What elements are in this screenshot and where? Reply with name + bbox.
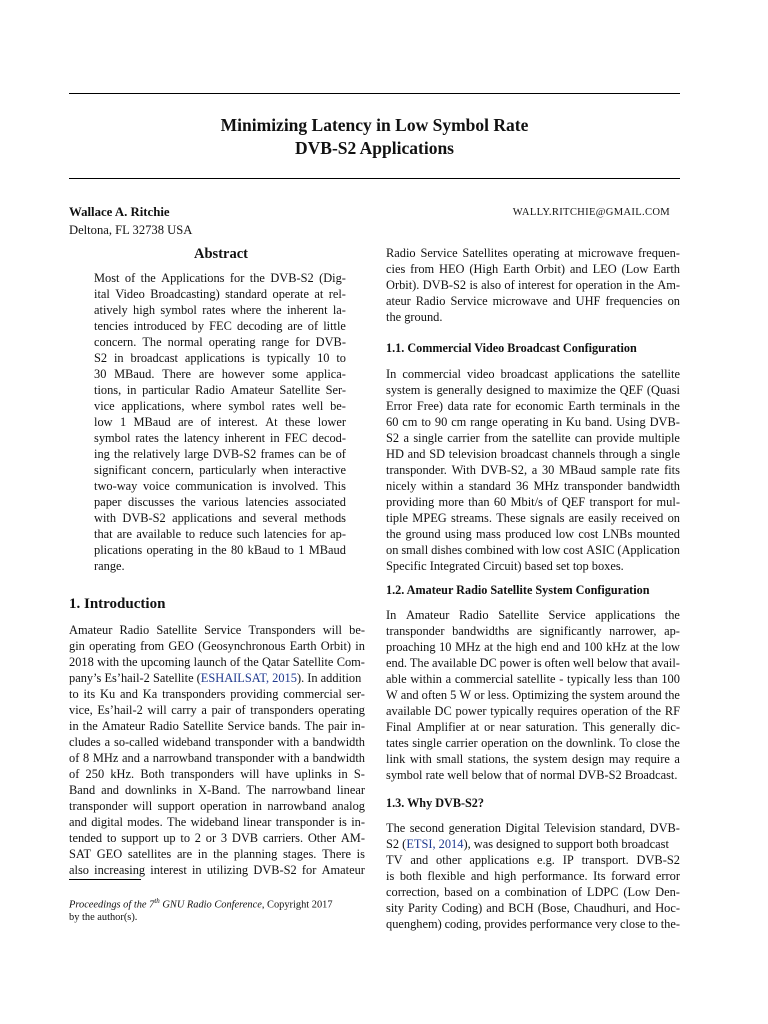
author-email: WALLY.RITCHIE@GMAIL.COM	[512, 207, 670, 218]
citation-link-eshailsat[interactable]: ESHAILSAT, 2015	[200, 671, 297, 685]
paper-title	[69, 114, 680, 159]
introduction-body	[69, 622, 365, 878]
intro-line: of 8 MHz and a narrowband transponder with a bandwidth	[69, 751, 365, 765]
abstract-body	[94, 270, 346, 574]
intro-line: in the Amateur Radio Satellite Service bands. The pair in-	[69, 719, 365, 733]
footnote-rule	[69, 879, 141, 880]
section-line: end. The available DC power is often well below that avail-	[386, 656, 680, 670]
intro-line: vice, Es’hail-2 will carry a pair of transponders operating	[69, 703, 365, 717]
author-name: Wallace A. Ritchie	[69, 205, 170, 219]
intro-line: cludes a so-called wideband transponder with a bandwidth	[69, 735, 365, 749]
author-affiliation: Deltona, FL 32738 USA	[69, 223, 193, 237]
section-line: able within a commercial satellite - typically less than 100	[386, 672, 680, 686]
section-line: TV and other applications e.g. IP transport. DVB-S2	[386, 853, 680, 867]
intro-line: tended to support up to 2 or 3 DVB carriers. Other AM-	[69, 831, 365, 845]
abstract-line: paper discusses the various latencies associated	[94, 495, 346, 509]
intro-line: SAT GEO satellites are in the planning stages. There is	[69, 847, 365, 861]
section-line: W and often 5 W or less. Optimizing the system around the	[386, 688, 680, 702]
section-line: link with small stations, the system design may require a	[386, 752, 680, 766]
section-line: The second generation Digital Television standard, DVB-	[386, 821, 680, 835]
abstract-line: ing the relatively large DVB-S2 frames can be of	[94, 447, 346, 461]
section-line: is both flexible and high performance. Its forward error	[386, 869, 680, 883]
section-line: symbol rate well below that of normal DVB-S2 Broadcast.	[386, 768, 678, 782]
intro-cont-line: Radio Service Satellites operating at microwave frequen-	[386, 246, 680, 260]
abstract-line: concern. The normal operating range for DVB-	[94, 335, 346, 349]
section-line: providing more than 60 Mbit/s of QEF transport for mul-	[386, 495, 680, 509]
intro-line: and digital modes. The wideband linear transponder is in-	[69, 815, 365, 829]
abstract-heading: Abstract	[194, 246, 248, 262]
abstract-line: with DVB-S2 applications and several methods	[94, 511, 346, 525]
footnote-line-1: Proceedings of the 7th GNU Radio Conference, Copyright 2017	[69, 897, 333, 911]
footnote	[69, 895, 369, 924]
section-line: quenghem) coding, provides performance very close to the-	[386, 917, 680, 931]
intro-cont-line: Orbit). DVB-S2 is also of interest for operation in the Am-	[386, 278, 680, 292]
section-line: HD and SD television broadcast channels through a single	[386, 447, 680, 461]
abstract-line: tencies introduced by FEC decoding are of little	[94, 319, 346, 333]
intro-line: transponder will support operation in narrowband analog	[69, 799, 365, 813]
intro-line: Band and downlinks in X-Band. The narrowband linear	[69, 783, 365, 797]
section-1-1-heading: 1.1. Commercial Video Broadcast Configuration	[386, 341, 637, 355]
intro-line: to its Ku and Ka transponders providing commercial ser-	[69, 687, 365, 701]
intro-line: of 250 kHz. Both transponders will have uplinks in S-	[69, 767, 365, 781]
section-line: tates single carrier operation on the downlink. To close the	[386, 736, 680, 750]
abstract-line: 30 MBaud. There are however some applica-	[94, 367, 346, 381]
section-line: on small dishes combined with low cost ASIC (Application	[386, 543, 680, 557]
intro-line: also increasing interest in utilizing DVB-S2 for Amateur	[69, 863, 365, 877]
intro-cont-line: ateur Radio Service microwave and UHF frequencies on	[386, 294, 680, 308]
intro-line-with-citation: pany’s Es’hail-2 Satellite (ESHAILSAT, 2015). In addition	[69, 671, 362, 685]
section-line: In Amateur Radio Satellite Service applications the	[386, 608, 680, 622]
abstract-line: two-way voice communication is involved. This	[94, 479, 346, 493]
abstract-line: Most of the Applications for the DVB-S2 (Dig-	[94, 271, 346, 285]
title-line-2: DVB-S2 Applications	[295, 137, 454, 158]
section-1-2-body	[386, 607, 680, 783]
section-line: the ground using mass produced low cost LNBs mounted	[386, 527, 680, 541]
abstract-line: plications operating in the 80 kBaud to 1 MBaud	[94, 543, 346, 557]
intro-line: Amateur Radio Satellite Service Transponders will be-	[69, 623, 365, 637]
section-line: proaching 10 MHz at the high end and 100 kHz at the low	[386, 640, 680, 654]
top-rule	[69, 93, 680, 94]
abstract-line: atively high symbol rates where the inherent la-	[94, 303, 346, 317]
section-line: system is generally designed to maximize the QEF (Quasi	[386, 383, 680, 397]
abstract-line: low 1 MBaud are of interest. At these lower	[94, 415, 346, 429]
section-line: S2 a single carrier from the satellite can provide multiple	[386, 431, 680, 445]
abstract-line: vice applications, where symbol rates well be-	[94, 399, 346, 413]
section-line: Final Amplifier at or near saturation. This generally dic-	[386, 720, 680, 734]
section-line: Specific Integrated Circuit) based set top boxes.	[386, 559, 624, 573]
title-line-1: Minimizing Latency in Low Symbol Rate	[220, 115, 529, 135]
section-1-3-heading: 1.3. Why DVB-S2?	[386, 796, 484, 810]
abstract-line: symbol rates the latency inherent in FEC decod-	[94, 431, 346, 445]
section-1-3-body	[386, 820, 680, 932]
intro-continued	[386, 245, 680, 325]
section-line: tiple MPEG streams. These signals are easily received on	[386, 511, 680, 525]
section-1-2-heading: 1.2. Amateur Radio Satellite System Configuration	[386, 583, 650, 597]
intro-cont-line: the ground.	[386, 310, 443, 324]
citation-link-etsi[interactable]: ETSI, 2014	[406, 837, 464, 851]
section-line: available DC power typically requires operation of the RF	[386, 704, 680, 718]
abstract-line: significant concern, particularly when interactive	[94, 463, 346, 477]
section-line: In commercial video broadcast applications the satellite	[386, 367, 680, 381]
abstract-line: range.	[94, 559, 125, 573]
section-line: 60 cm to 90 cm range operating in Ku band. Using DVB-	[386, 415, 680, 429]
section-line: transponder. With DVB-S2, a 30 MBaud sample rate fits	[386, 463, 680, 477]
abstract-line: tions, in particular Radio Amateur Satellite Ser-	[94, 383, 346, 397]
section-line: Error Free) data rate for economic Earth terminals in the	[386, 399, 680, 413]
introduction-heading: 1. Introduction	[69, 596, 166, 612]
footnote-line-2: by the author(s).	[69, 912, 138, 924]
section-line-with-citation: S2 (ETSI, 2014), was designed to support both broadcast	[386, 837, 669, 851]
title-bottom-rule	[69, 178, 680, 179]
section-line: correction, based on a combination of LDPC (Low Den-	[386, 885, 680, 899]
intro-line: 2018 with the upcoming launch of the Qatar Satellite Com-	[69, 655, 365, 669]
abstract-line: S2 in broadcast applications is typically 10 to	[94, 351, 346, 365]
intro-line: gin operating from GEO (Geosynchronous Earth Orbit) in	[69, 639, 365, 653]
section-line: transponder bandwidths are significantly narrower, ap-	[386, 624, 680, 638]
section-line: sity Parity Coding) and BCH (Bose, Chaudhuri, and Hoc-	[386, 901, 680, 915]
section-line: nicely within a standard 36 MHz transponder bandwidth	[386, 479, 680, 493]
abstract-line: ital Video Broadcasting) standard operate at rel-	[94, 287, 346, 301]
intro-cont-line: cies from HEO (High Earth Orbit) and LEO (Low Earth	[386, 262, 680, 276]
abstract-line: that are available to reduce such latencies for ap-	[94, 527, 346, 541]
section-1-1-body	[386, 366, 680, 574]
